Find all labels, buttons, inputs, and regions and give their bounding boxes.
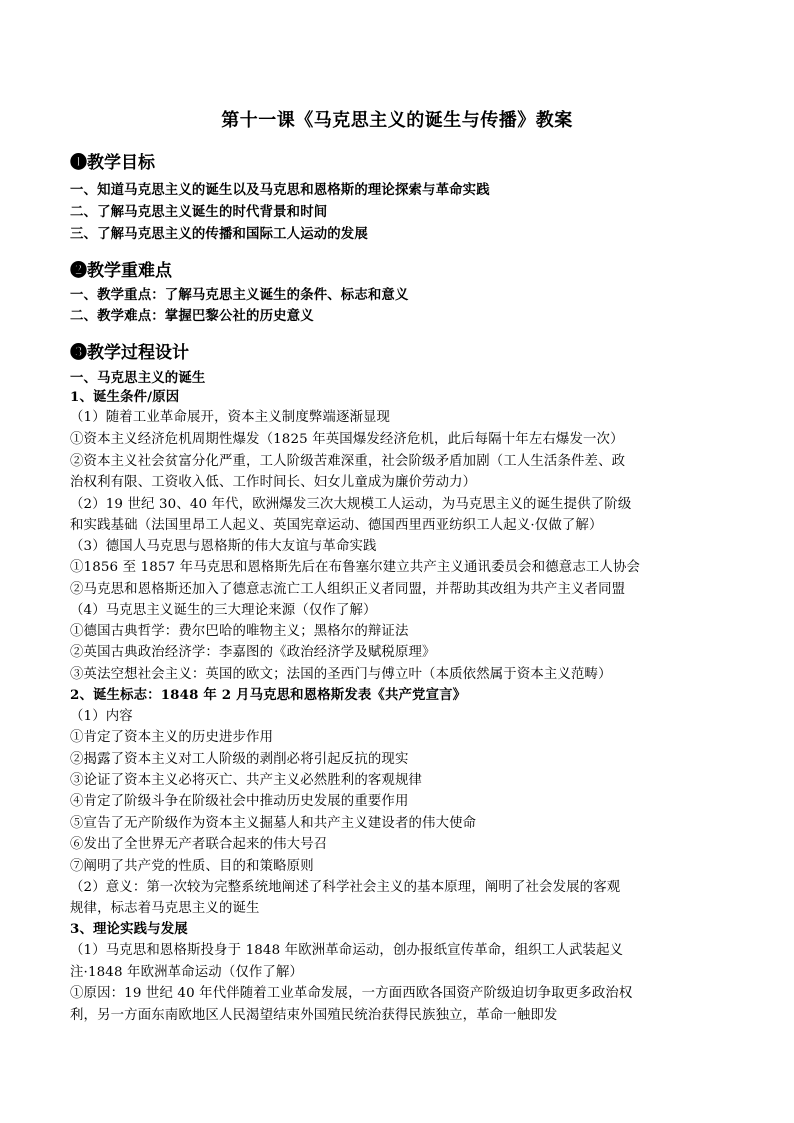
body-line: ②马克思和恩格斯还加入了德意志流亡工人组织正义者同盟，并帮助其改组为共产主义者同盟 [70,582,626,597]
body-line: ①资本主义经济危机周期性爆发（1825 年英国爆发经济危机，此后每隔十年左右爆发一次） [70,432,624,447]
body-line: ⑤宣告了无产阶级作为资本主义掘墓人和共产主义建设者的伟大使命 [70,816,477,831]
body-line: ①原因：19 世纪 40 年代伴随着工业革命发展，一方面西欧各国资产阶级迫切争取更多政治权 [70,986,633,1001]
objective-item: 二、了解马克思主义诞生的时代背景和时间 [70,204,328,220]
key-point-item: 一、教学重点：了解马克思主义诞生的条件、标志和意义 [70,287,409,303]
body-line: 注·1848 年欧洲革命运动（仅作了解） [70,965,304,980]
subsection-heading: 3、理论实践与发展 [70,921,188,937]
body-line: ③英法空想社会主义：英国的欧文；法国的圣西门与傅立叶（本质依然属于资本主义范畴） [70,667,612,682]
subsection-heading: 1、诞生条件/原因 [70,389,180,405]
objective-item: 一、知道马克思主义的诞生以及马克思和恩格斯的理论探索与革命实践 [70,182,490,198]
body-line: 利，另一方面东南欧地区人民渴望结束外国殖民统治获得民族独立，革命一触即发 [70,1008,558,1023]
body-line: （4）马克思主义诞生的三大理论来源（仅作了解） [70,603,377,618]
body-line: （3）德国人马克思与恩格斯的伟大友谊与革命实践 [70,539,377,554]
section-heading-key-points: ❷教学重难点 [70,261,172,281]
body-line: ③论证了资本主义必将灭亡、共产主义必然胜利的客观规律 [70,773,423,788]
subsection-heading: 一、马克思主义的诞生 [70,370,206,386]
section-heading-objectives: ❶教学目标 [70,153,155,173]
body-line: ①德国古典哲学：费尔巴哈的唯物主义；黑格尔的辩证法 [70,624,409,639]
body-line: 和实践基础（法国里昂工人起义、英国宪章运动、德国西里西亚纺织工人起义·仅做了解） [70,518,603,533]
body-line: 治权利有限、工资收入低、工作时间长、妇女儿童成为廉价劳动力） [70,475,477,490]
subsection-heading: 2、诞生标志：1848 年 2 月马克思和恩格斯发表《共产党宣言》 [70,687,467,703]
body-line: ②揭露了资本主义对工人阶级的剥削必将引起反抗的现实 [70,752,409,767]
body-line: ⑦阐明了共产党的性质、目的和策略原则 [70,859,314,874]
body-line: （1）内容 [70,709,133,724]
objective-item: 三、了解马克思主义的传播和国际工人运动的发展 [70,226,368,242]
section-heading-process: ❸教学过程设计 [70,343,189,363]
body-line: （2）19 世纪 30、40 年代，欧洲爆发三次大规模工人运动，为马克思主义的诞生提供了阶级 [70,497,632,512]
body-line: ④肯定了阶级斗争在阶级社会中推动历史发展的重要作用 [70,794,409,809]
body-line: （2）意义：第一次较为完整系统地阐述了科学社会主义的基本原理，阐明了社会发展的客观 [70,880,621,895]
key-point-item: 二、教学难点：掌握巴黎公社的历史意义 [70,308,314,324]
body-line: ①肯定了资本主义的历史进步作用 [70,730,274,745]
body-line: （1）随着工业革命展开，资本主义制度弊端逐渐显现 [70,410,391,425]
body-line: ②资本主义社会贫富分化严重，工人阶级苦难深重，社会阶级矛盾加剧（工人生活条件差、政 [70,454,626,469]
body-line: ①1856 至 1857 年马克思和恩格斯先后在布鲁塞尔建立共产主义通讯委员会和德意志工人协会 [70,560,641,575]
body-line: 规律，标志着马克思主义的诞生 [70,901,260,916]
body-line: （1）马克思和恩格斯投身于 1848 年欧洲革命运动，创办报纸宣传革命，组织工人武装起义 [70,943,624,958]
body-line: ②英国古典政治经济学：李嘉图的《政治经济学及赋税原理》 [70,645,436,660]
body-line: ⑥发出了全世界无产者联合起来的伟大号召 [70,837,328,852]
page-title: 第十一课《马克思主义的诞生与传播》教案 [221,110,573,131]
